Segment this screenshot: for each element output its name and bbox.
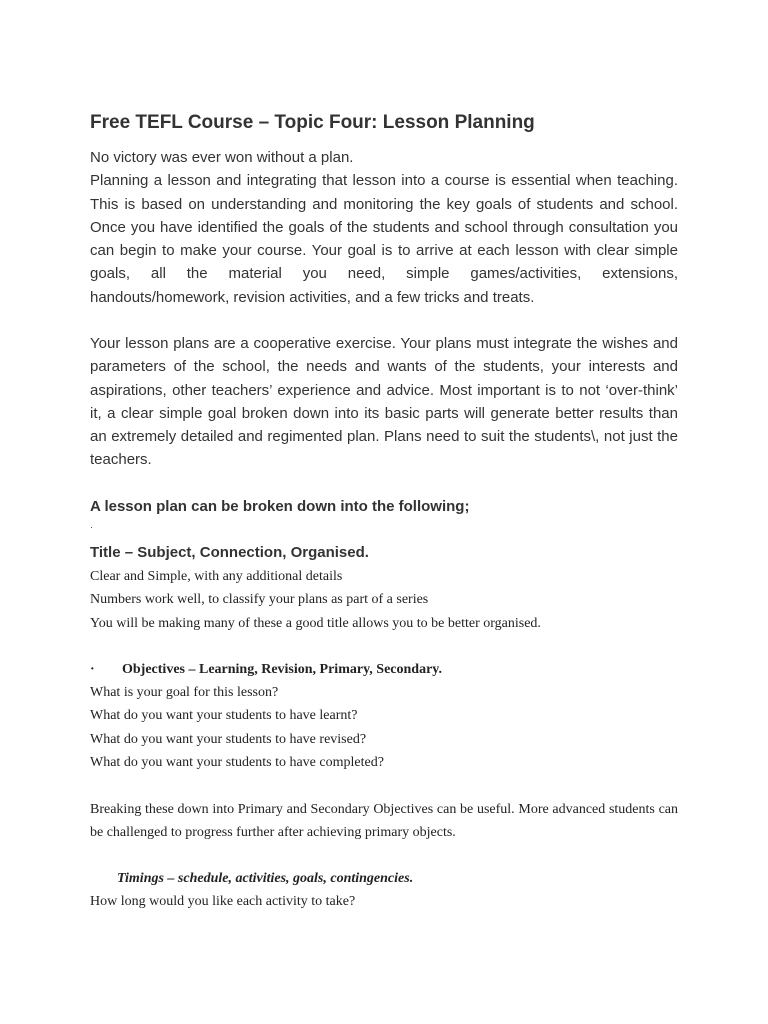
bullet-dot: · [90,662,95,677]
objective-line: What do you want your students to have revised? [90,731,367,747]
objective-line: What do you want your students to have completed? [90,754,384,770]
cooperative-paragraph: Your lesson plans are a cooperative exercise. Your plans must integrate the wishes and parameters of the school, the needs and wants of the students, your interests and aspirations, other teachers’ experience and advice. Most important is to not ‘over-think’ it, a clear simple goal broken down into its basic parts will generate better results than an extremely detailed and regimented plan. Plans need to suit the students\, not just the teachers. [90,335,678,469]
objectives-paragraph: Breaking these down into Primary and Secondary Objectives can be useful. More advanced students can be challenged to progress further after achieving primary objects. [90,802,678,841]
small-dot: · [90,522,93,532]
timings-heading: Timings – schedule, activities, goals, contingencies. [117,871,414,886]
title-line: Numbers work well, to classify your plans as part of a series [90,592,429,608]
title-line: You will be making many of these a good title allows you to be better organised. [90,615,541,631]
intro-paragraph [90,146,678,309]
title-section-heading: Title – Subject, Connection, Organised. [90,544,369,561]
title-line: Clear and Simple, with any additional details [90,569,343,584]
intro-line-quote: No victory was ever won without a plan. [90,149,354,166]
page-title: Free TEFL Course – Topic Four: Lesson Planning [90,112,535,133]
objective-line: What is your goal for this lesson? [90,685,279,700]
breakdown-heading: A lesson plan can be broken down into the following; [90,498,470,515]
timing-line: How long would you like each activity to take? [90,894,356,909]
intro-line-body: Planning a lesson and integrating that lesson into a course is essential when teaching. This is based on understanding and monitoring the key goals of students and school. Once you have identified the goals of the students and school through consultation you can begin to make your course. Your goal is to arrive at each lesson with clear simple goals, all the material you need, simple games/activities, extensions, handouts/homework, revision activities, and a few tricks and treats. [90,172,678,306]
timings-lines [90,890,678,913]
objectives-heading [90,659,442,681]
objectives-heading-text: Objectives – Learning, Revision, Primary, Secondary. [122,662,443,677]
objectives-lines [90,681,678,774]
title-section-lines [90,565,678,635]
objective-line: What do you want your students to have learnt? [90,708,358,724]
